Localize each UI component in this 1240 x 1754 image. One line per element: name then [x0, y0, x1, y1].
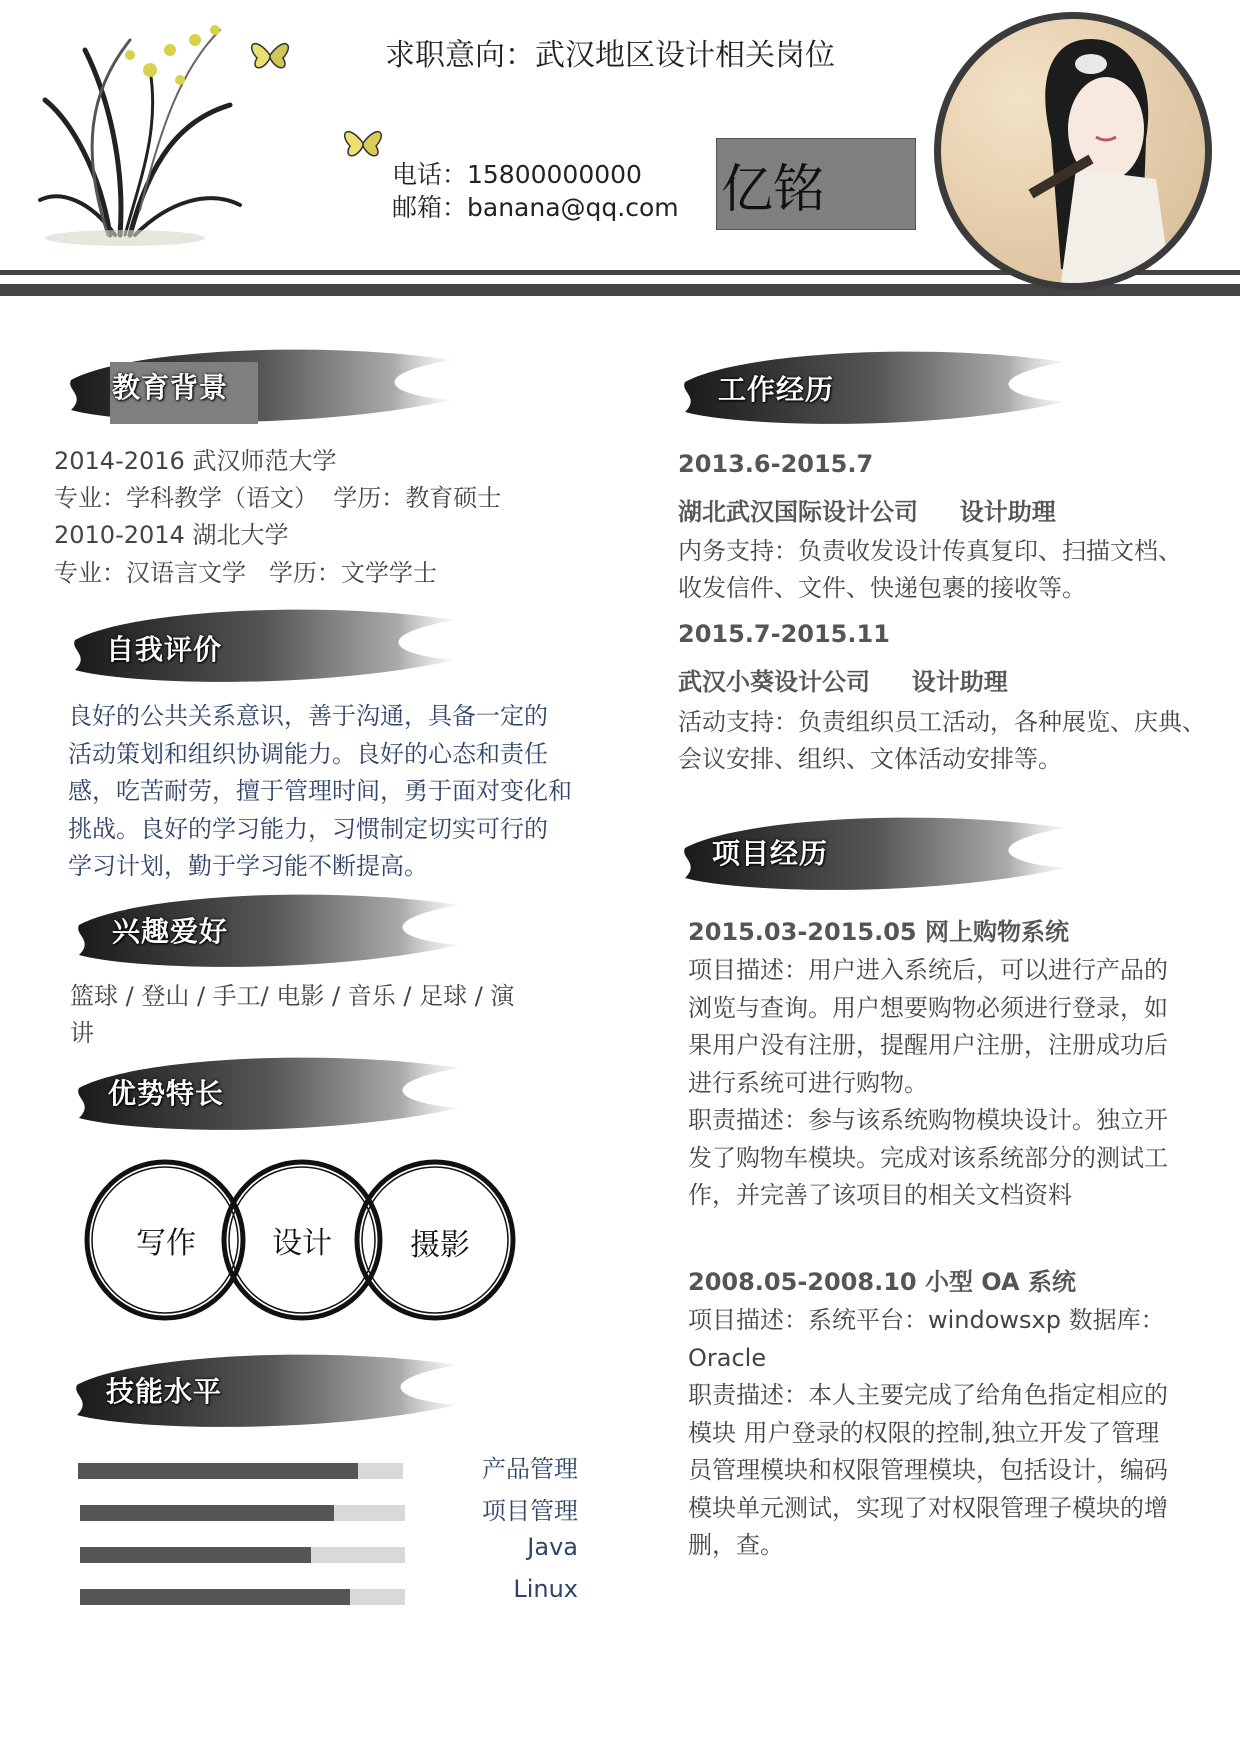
email: 邮箱：banana@qq.com	[392, 193, 679, 222]
skill-bar-track	[80, 1505, 405, 1521]
skill-label: Linux	[513, 1575, 578, 1603]
project-heading: 2008.05-2008.10 小型 OA 系统	[688, 1268, 1076, 1296]
project-detail: 作，并完善了该项目的相关文档资料	[688, 1181, 1072, 1209]
phone: 电话：15800000000	[392, 160, 642, 189]
education-line: 专业：汉语言文学 学历：文学学士	[54, 559, 437, 587]
section-title-skills: 技能水平	[106, 1375, 223, 1408]
project-detail: 职责描述：参与该系统购物模块设计。独立开	[688, 1106, 1168, 1134]
skill-bar-fill	[78, 1463, 358, 1479]
skill-bar-track	[80, 1589, 405, 1605]
project-detail: Oracle	[688, 1343, 767, 1372]
strength-item: 写作	[136, 1226, 196, 1261]
project-detail: 进行系统可进行购物。	[688, 1068, 928, 1097]
project-detail: 删，查。	[688, 1531, 784, 1559]
skill-bar-track	[78, 1463, 403, 1479]
skill-bar-track	[80, 1547, 405, 1563]
skill-label: Java	[527, 1533, 578, 1561]
self-eval-line: 良好的公共关系意识，善于沟通，具备一定的	[68, 702, 548, 730]
job-company: 武汉小葵设计公司 设计助理	[678, 668, 1008, 696]
project-detail: 模块 用户登录的权限的控制,独立开发了管理	[688, 1418, 1160, 1447]
butterfly-icon	[338, 118, 388, 168]
project-detail: 项目描述：系统平台：windowsxp 数据库：	[688, 1306, 1165, 1334]
job-period: 2015.7-2015.11	[678, 620, 890, 648]
job-detail: 内务支持：负责收发设计传真复印、扫描文档、	[678, 537, 1182, 565]
avatar	[934, 12, 1212, 290]
education-line: 2014-2016 武汉师范大学	[54, 447, 337, 475]
section-title-hobbies: 兴趣爱好	[112, 915, 229, 948]
section-title-self-eval: 自我评价	[106, 633, 223, 666]
skill-bar-fill	[80, 1505, 334, 1521]
self-eval-line: 学习计划，勤于学习能不断提高。	[68, 852, 428, 880]
hobbies-line: 讲	[70, 1019, 94, 1047]
education-line: 专业：学科教学（语文） 学历：教育硕士	[54, 484, 502, 512]
self-eval-line: 挑战。良好的学习能力，习惯制定切实可行的	[68, 815, 548, 843]
name-box	[716, 138, 916, 230]
skill-label: 产品管理	[482, 1455, 578, 1483]
education-line: 2010-2014 湖北大学	[54, 521, 289, 549]
job-company: 湖北武汉国际设计公司 设计助理	[678, 498, 1056, 526]
section-title-education: 教育背景	[112, 371, 229, 404]
project-detail: 果用户没有注册，提醒用户注册，注册成功后	[688, 1031, 1168, 1059]
candidate-name: 亿铭	[721, 160, 826, 220]
section-title-work: 工作经历	[718, 373, 835, 406]
project-detail: 项目描述：用户进入系统后，可以进行产品的	[688, 956, 1168, 984]
self-eval-line: 活动策划和组织协调能力。良好的心态和责任	[68, 740, 548, 768]
job-detail: 会议安排、组织、文体活动安排等。	[678, 745, 1062, 773]
project-detail: 发了购物车模块。完成对该系统部分的测试工	[688, 1143, 1168, 1172]
project-detail: 浏览与查询。用户想要购物必须进行登录，如	[688, 993, 1168, 1022]
project-heading: 2015.03-2015.05 网上购物系统	[688, 918, 1069, 946]
project-detail: 模块单元测试，实现了对权限管理子模块的增	[688, 1493, 1168, 1522]
hobbies-line: 篮球 / 登山 / 手工/ 电影 / 音乐 / 足球 / 演	[70, 982, 515, 1010]
butterfly-icon	[245, 30, 295, 80]
job-detail: 收发信件、文件、快递包裹的接收等。	[678, 574, 1086, 602]
section-title-strengths: 优势特长	[108, 1077, 225, 1110]
project-detail: 职责描述：本人主要完成了给角色指定相应的	[688, 1381, 1168, 1409]
section-title-projects: 项目经历	[712, 837, 829, 870]
skill-label: 项目管理	[482, 1497, 578, 1525]
job-detail: 活动支持：负责组织员工活动，各种展览、庆典、	[678, 708, 1206, 736]
project-detail: 员管理模块和权限管理模块，包括设计，编码	[688, 1456, 1168, 1484]
job-period: 2013.6-2015.7	[678, 450, 874, 478]
portrait-image	[941, 19, 1205, 283]
job-objective: 求职意向：武汉地区设计相关岗位	[385, 38, 835, 73]
skill-bar-fill	[80, 1547, 311, 1563]
skill-bar-fill	[80, 1589, 350, 1605]
strength-item: 摄影	[410, 1228, 470, 1263]
strength-item: 设计	[272, 1226, 332, 1261]
self-eval-line: 感，吃苦耐劳，擅于管理时间，勇于面对变化和	[68, 777, 572, 805]
